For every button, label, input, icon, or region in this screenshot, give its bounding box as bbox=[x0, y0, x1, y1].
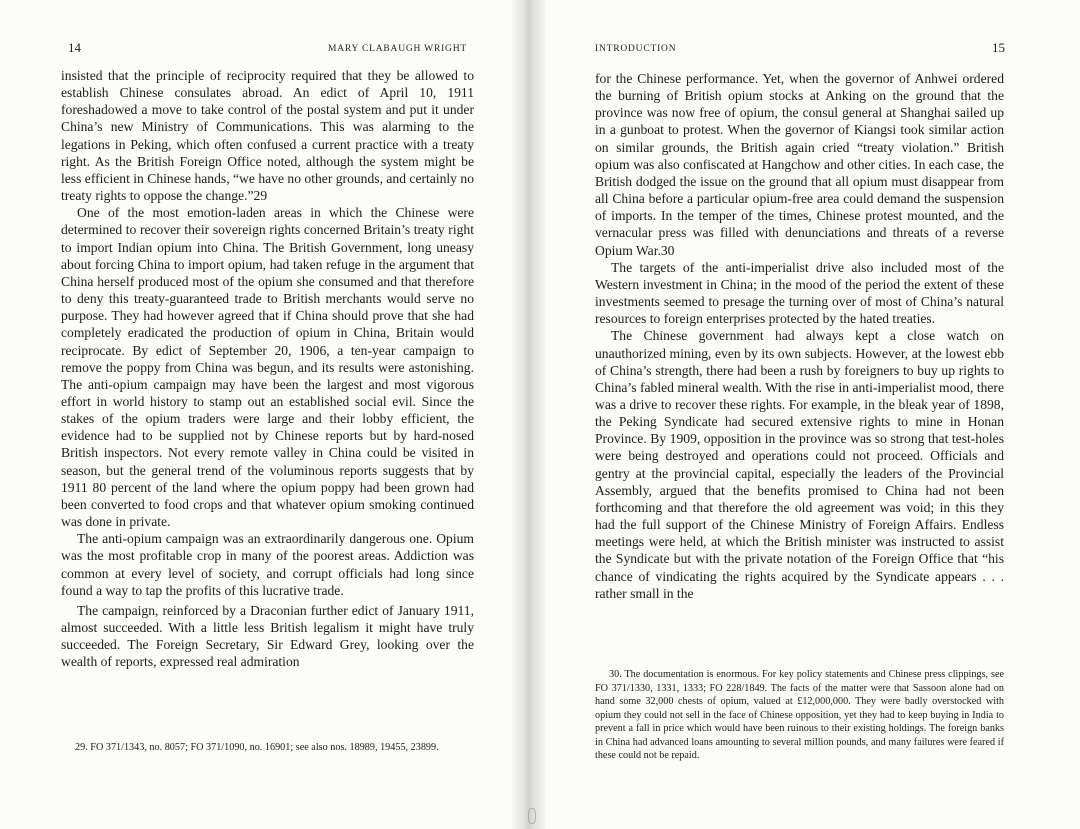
paragraph: One of the most emotion-laden areas in which the Chinese were determined to recover their sovereign rights concerned Britain’s treaty right to import Indian opium into China. The British Government, long uneasy about forcing China to import opium, had taken refuge in the argument that China herself produced most of the opium she consumed and that therefore to deny this treaty-guaranteed trade to British merchants would serve no purpose. They had however agreed that if China should prove that she had completely eradicated the production of opium in China, Britain would reciprocate. By edict of September 20, 1906, a ten-year campaign to remove the poppy from China was begun, and its results were astonishing. The anti-opium campaign may have been the largest and most vigorous effort in world history to stamp out an established social evil. Since the stakes of the opium traders were large and their lobby efficient, the evidence had to be supplied not by Chinese reports but by hard-nosed British inspectors. Not every remote valley in China could be visited in season, but the general trend of the voluminous reports suggests that by 1911 80 percent of the land where the opium poppy had been grown had been converted to food crops and that whatever opium smoking continued was done in private. bbox=[61, 205, 474, 530]
paragraph: for the Chinese performance. Yet, when the governor of Anhwei ordered the burning of British opium stocks at Anking on the ground that the province was now free of opium, the consul general at Shanghai sailed up in a gunboat to protest. When the governor of Kiangsi took similar action on similar grounds, the British again cried “treaty violation.” British opium was also confiscated at Hangchow and other cities. In each case, the British dodged the issue on the ground that all opium must disappear from all China before a particular opium-free area could demand the suspension of imports. In the temper of the times, Chinese protest mounted, and the vernacular press was filled with denunciations and threats of a reverse Opium War.30 bbox=[595, 71, 1004, 258]
footnote bbox=[61, 741, 473, 755]
binding-mark-icon bbox=[528, 808, 536, 824]
running-head: MARY CLABAUGH WRIGHT bbox=[328, 44, 467, 54]
left-page bbox=[0, 0, 530, 829]
paragraph: The Chinese government had always kept a close watch on unauthorized mining, even by its own subjects. However, at the lowest ebb of China’s strength, there had been a rush by foreigners to buy up rights to China’s fabled mineral wealth. With the rise in anti-imperialist mood, there was a drive to recover these rights. For example, in the bleak year of 1898, the Peking Syndicate had secured extensive rights to mine in Honan Province. By 1909, opposition in the province was so strong that test-holes were being destroyed and operations could not proceed. Officials and gentry at the provincial capital, especially the leaders of the Provincial Assembly, argued that the benefits promised to China had not been forthcoming and that therefore the old agreement was void; in this they had the full support of the Chinese Ministry of Foreign Affairs. Endless meetings were held, at which the British minister was instructed to assist the Syndicate but with the private notation of the Foreign Office that “his chance of vindicating the rights acquired by the Syndicate appears . . . rather small in the bbox=[595, 328, 1004, 601]
body-text bbox=[595, 70, 1004, 602]
paragraph: The campaign, reinforced by a Draconian further edict of January 1911, almost succeeded. With a little less British legalism it might have truly succeeded. The Foreign Secretary, Sir Edward Grey, looking over the wealth of reports, expressed real admiration bbox=[61, 602, 474, 670]
book-gutter bbox=[512, 0, 546, 829]
running-head: INTRODUCTION bbox=[595, 44, 677, 54]
page-number: 14 bbox=[68, 40, 81, 55]
page-number: 15 bbox=[992, 40, 1005, 55]
footnote-text: 30. The documentation is enormous. For key policy statements and Chinese press clippings, see FO 371/1330, 1331, 1333; FO 228/1849. The facts of the matter were that Sassoon alone had on hand some 32,000 chests of opium, valued at £12,000,000. They were badly overstocked with opium they could not sell in the face of Chinese opposition, yet they had to keep buying in India to prevent a fall in price which would have been ruinous to their existing holdings. The foreign banks in China had advanced loans amounting to several million pounds, and many failures were feared if these could not be repaid. bbox=[595, 669, 1004, 761]
paragraph: The anti-opium campaign was an extraordinarily dangerous one. Opium was the most profitable crop in many of the poorest areas. Addiction was common at every level of society, and corrupt officials had long since found a way to tap the profits of this lucrative trade. bbox=[61, 531, 474, 598]
paragraph: The targets of the anti-imperialist drive also included most of the Western investment in China; in the mood of the period the extent of these investments seemed to presage the turning over of most of China’s natural resources to foreign enterprises protected by the hated treaties. bbox=[595, 259, 1004, 327]
body-text bbox=[61, 67, 474, 670]
footnote-text: 29. FO 371/1343, no. 8057; FO 371/1090, no. 16901; see also nos. 18989, 19455, 23899. bbox=[75, 742, 439, 753]
paragraph: insisted that the principle of reciprocity required that they be allowed to establish Chinese consulates abroad. An edict of April 10, 1911 foreshadowed a move to take control of the postal system and put it under China’s new Ministry of Communications. This was alarming to the legations in Peking, which often confused a current practice with a treaty right. As the British Foreign Office noted, although the system might be less efficient in Chinese hands, “we have no other grounds, and certainly no treaty rights to oppose the change.”29 bbox=[61, 68, 474, 204]
footnote bbox=[595, 668, 1004, 763]
right-page bbox=[530, 0, 1080, 829]
